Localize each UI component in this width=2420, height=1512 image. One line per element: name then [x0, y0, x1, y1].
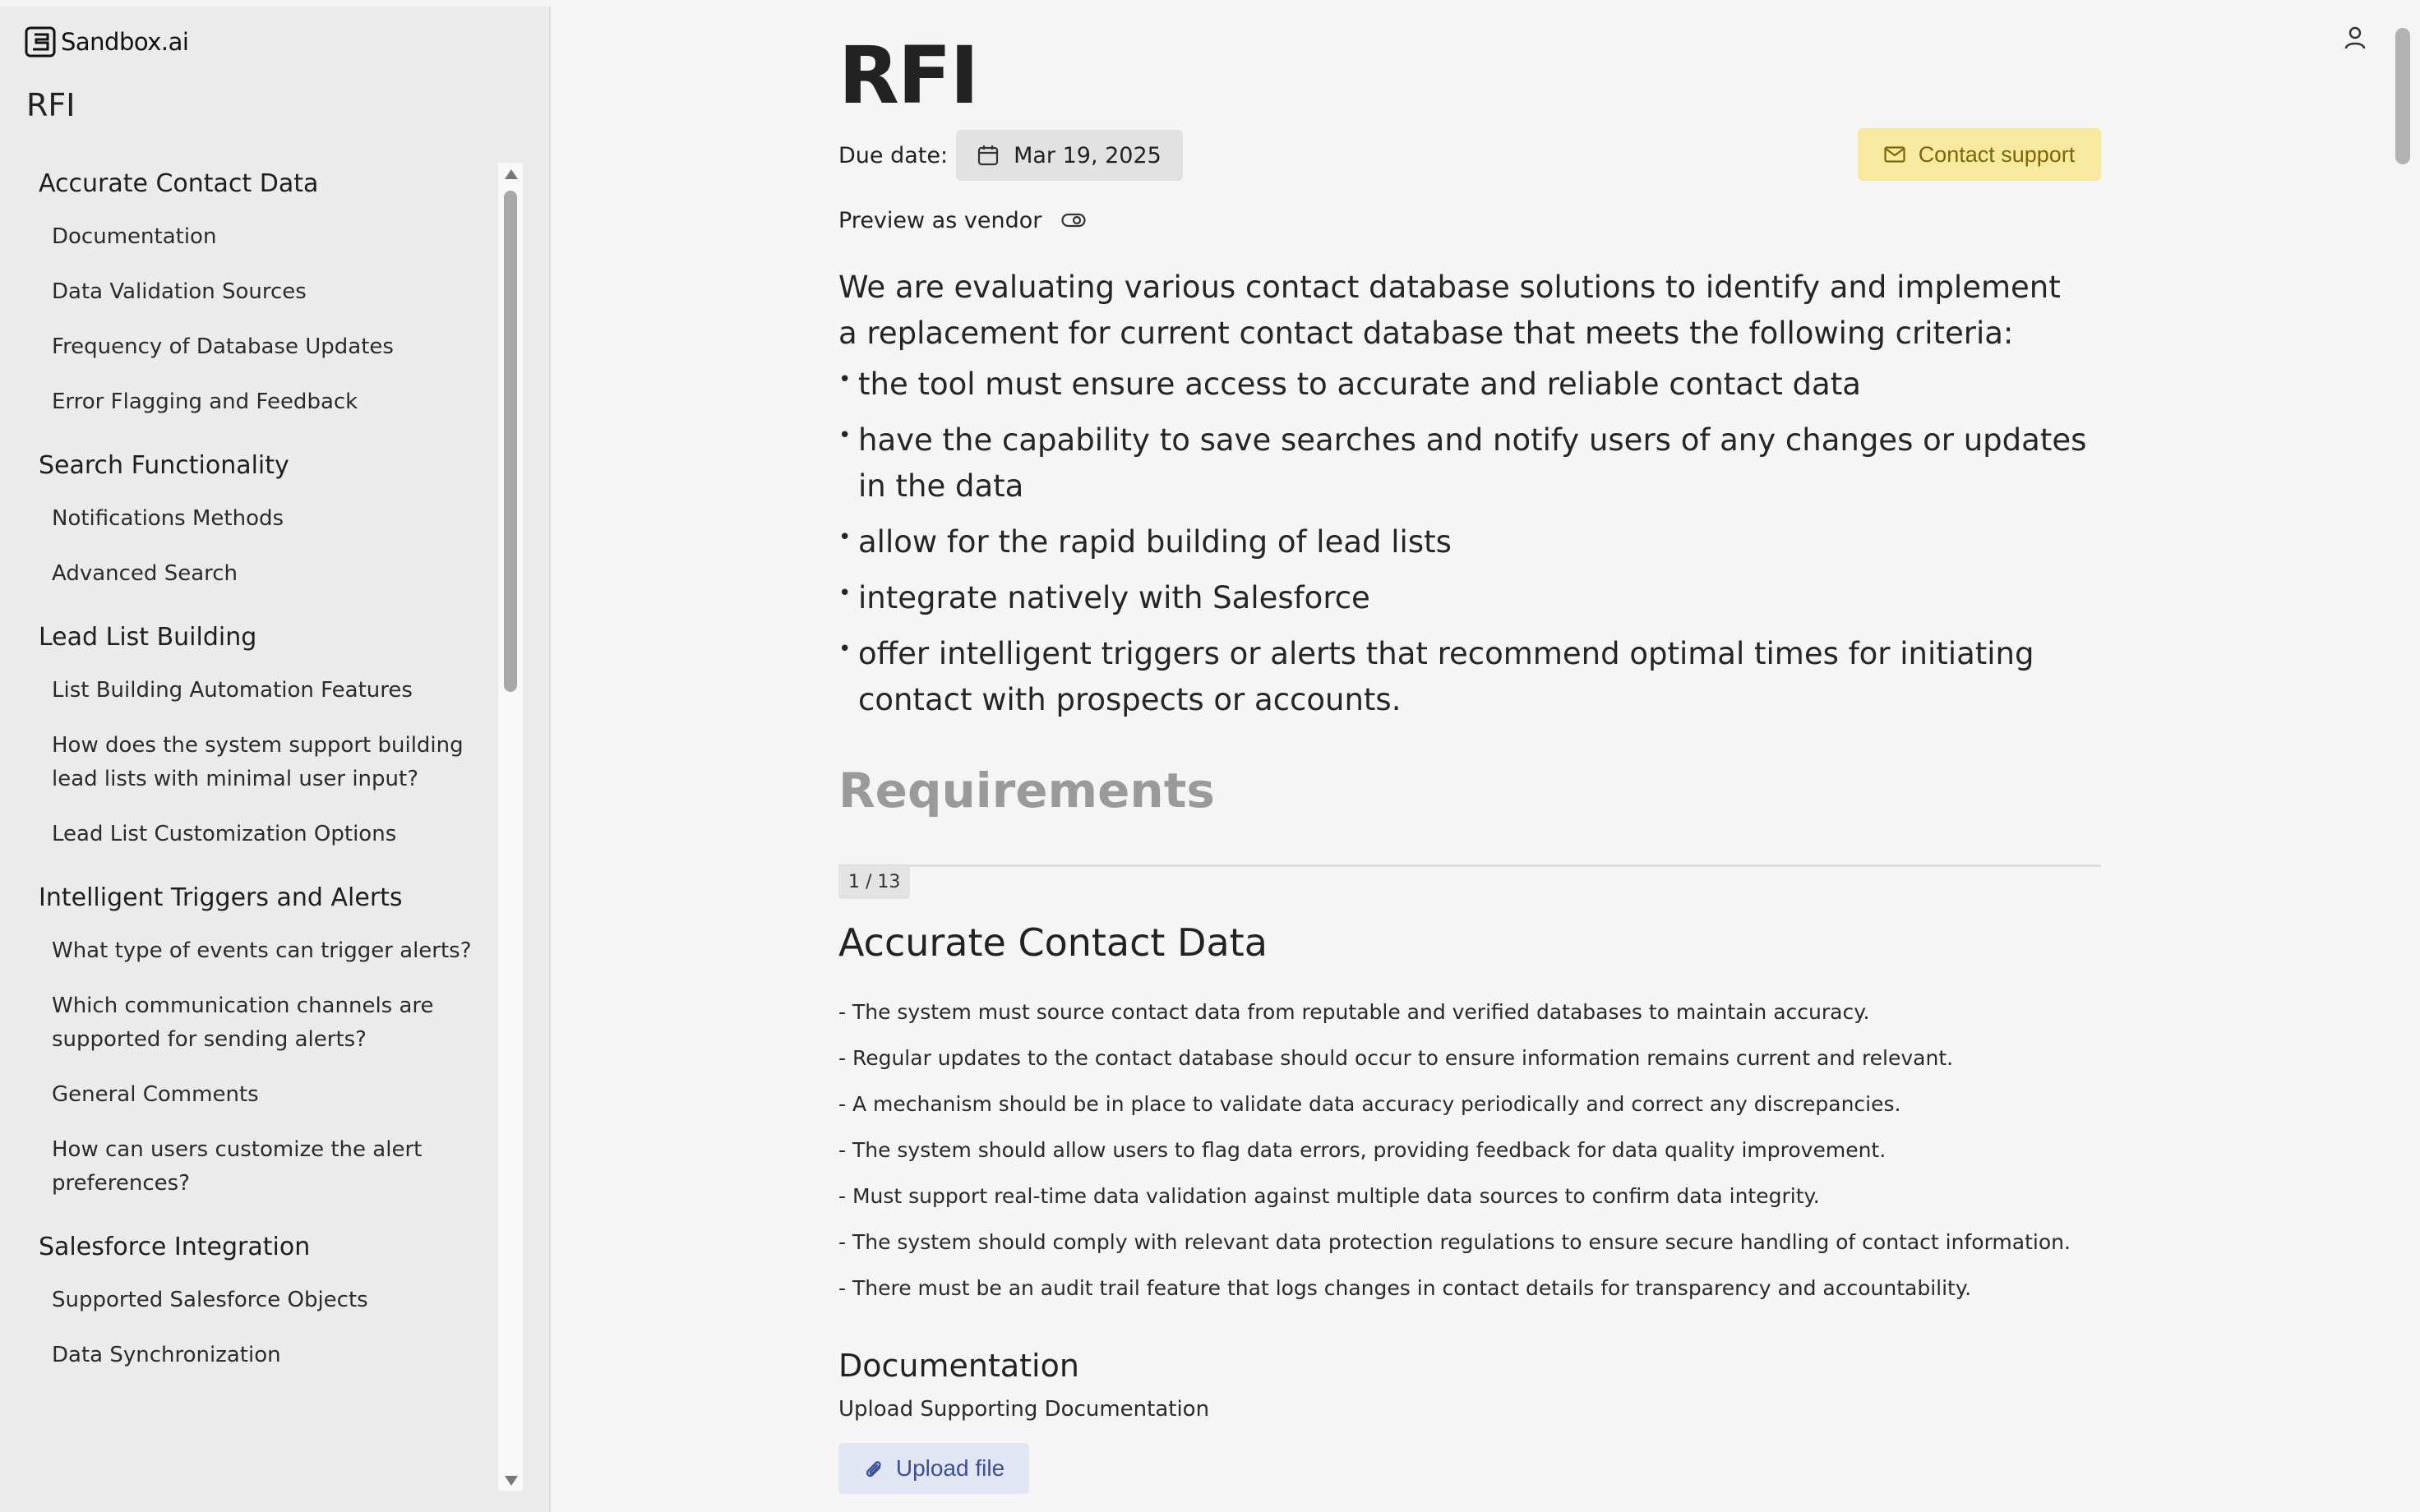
- criteria-item: • have the capability to save searches and notify users of any changes or updates in the data: [838, 417, 2104, 509]
- nav-group: [0, 440, 501, 602]
- nav-item-error-flagging[interactable]: Error Flagging and Feedback: [52, 390, 358, 414]
- sidebar: [0, 7, 551, 1512]
- requirement-counter: 1 / 13: [838, 866, 910, 899]
- brand[interactable]: [25, 25, 188, 59]
- requirement-item: - The system must source contact data from reputable and verified databases to maintain accuracy.: [838, 1000, 1870, 1024]
- page-scroll-thumb[interactable]: [2395, 28, 2410, 164]
- due-date-value: Mar 19, 2025: [1014, 142, 1162, 168]
- divider: [838, 864, 2101, 867]
- user-icon[interactable]: [2344, 26, 2366, 49]
- requirements-heading: Requirements: [838, 763, 1215, 818]
- calendar-icon: [977, 145, 999, 166]
- intro-text: We are evaluating various contact database solutions to identify and implement a replacement for current contact database that meets the following criteria:: [838, 270, 2061, 351]
- due-date-label: Due date:: [838, 142, 949, 168]
- documentation-title: Documentation: [838, 1348, 1079, 1384]
- nav-group-lead-list-building[interactable]: Lead List Building: [39, 623, 257, 652]
- preview-as-vendor[interactable]: [838, 204, 1086, 237]
- nav-item-supported-salesforce-objects[interactable]: Supported Salesforce Objects: [52, 1288, 368, 1312]
- toggle-icon[interactable]: [1061, 212, 1086, 228]
- nav-item-notifications-methods[interactable]: Notifications Methods: [52, 506, 284, 531]
- nav-item-list-building-automation[interactable]: List Building Automation Features: [52, 678, 413, 703]
- nav-item-alert-channels[interactable]: Which communication channels are supported for sending alerts?: [52, 993, 434, 1052]
- requirement-item: - The system should allow users to flag data errors, providing feedback for data quality improvement.: [838, 1138, 1887, 1162]
- page-title: RFI: [838, 30, 978, 122]
- due-date-row: [838, 130, 1183, 181]
- nav-group-salesforce-integration[interactable]: Salesforce Integration: [39, 1233, 311, 1261]
- requirement-item: - Must support real-time data validation against multiple data sources to confirm data integrity.: [838, 1184, 1820, 1208]
- nav-group: [0, 611, 501, 862]
- paperclip-icon: [863, 1457, 884, 1480]
- mail-icon: [1884, 146, 1905, 163]
- criteria-list: [838, 362, 2104, 733]
- sidebar-scrollbar[interactable]: [498, 163, 523, 1491]
- contact-support-button[interactable]: [1858, 128, 2101, 181]
- scroll-up-arrow-icon[interactable]: [505, 169, 518, 179]
- sidebar-title: RFI: [26, 87, 76, 123]
- nav-item-lead-list-customization[interactable]: Lead List Customization Options: [52, 822, 397, 846]
- requirement-item: - Regular updates to the contact database should occur to ensure information remains current and relevant.: [838, 1046, 1954, 1070]
- nav-item-data-validation-sources[interactable]: Data Validation Sources: [52, 279, 307, 304]
- nav-item-trigger-events[interactable]: What type of events can trigger alerts?: [52, 938, 472, 963]
- nav-item-minimal-input-lead-lists[interactable]: How does the system support building lead lists with minimal user input?: [52, 733, 464, 791]
- requirement-item: - The system should comply with relevant data protection regulations to ensure secure handling of contact information.: [838, 1230, 2071, 1254]
- nav-item-general-comments[interactable]: General Comments: [52, 1082, 259, 1107]
- contact-support-label: Contact support: [1918, 141, 2076, 167]
- nav-item-frequency-of-database-updates[interactable]: Frequency of Database Updates: [52, 334, 394, 359]
- nav-item-alert-preferences[interactable]: How can users customize the alert preferences?: [52, 1137, 423, 1196]
- requirement-item: - There must be an audit trail feature that logs changes in contact details for transparency and accountability.: [838, 1276, 1972, 1300]
- section-title: Accurate Contact Data: [838, 920, 1268, 965]
- page-scrollbar[interactable]: [2394, 20, 2412, 1512]
- nav-group: [0, 872, 501, 1211]
- criteria-item: • offer intelligent triggers or alerts that recommend optimal times for initiating contact with prospects or accounts.: [838, 631, 2104, 723]
- nav-item-advanced-search[interactable]: Advanced Search: [52, 561, 238, 586]
- brand-name: Sandbox.ai: [61, 28, 189, 56]
- preview-label: Preview as vendor: [838, 207, 1042, 233]
- scroll-down-arrow-icon[interactable]: [505, 1476, 518, 1486]
- upload-file-button[interactable]: [838, 1443, 1029, 1494]
- requirement-item: - A mechanism should be in place to validate data accuracy periodically and correct any discrepancies.: [838, 1092, 1901, 1116]
- nav-item-documentation[interactable]: Documentation: [52, 224, 217, 249]
- nav-group: [0, 1221, 501, 1383]
- nav-group-intelligent-triggers[interactable]: Intelligent Triggers and Alerts: [39, 883, 403, 912]
- documentation-subtitle: Upload Supporting Documentation: [838, 1397, 1210, 1422]
- sandbox-logo-icon: [25, 26, 56, 58]
- sidebar-scroll-thumb[interactable]: [504, 191, 517, 692]
- sidebar-nav: [0, 158, 501, 1512]
- due-date-picker[interactable]: [956, 130, 1183, 181]
- nav-group-search-functionality[interactable]: Search Functionality: [39, 451, 289, 480]
- criteria-item: • integrate natively with Salesforce: [838, 575, 2104, 621]
- criteria-item: • the tool must ensure access to accurate and reliable contact data: [838, 362, 2104, 408]
- requirements-list: [838, 989, 2071, 1311]
- criteria-item: • allow for the rapid building of lead lists: [838, 519, 2104, 565]
- upload-file-label: Upload file: [895, 1455, 1005, 1481]
- nav-group-accurate-contact-data[interactable]: Accurate Contact Data: [39, 169, 319, 198]
- nav-group: [0, 158, 501, 430]
- nav-item-data-synchronization[interactable]: Data Synchronization: [52, 1343, 281, 1367]
